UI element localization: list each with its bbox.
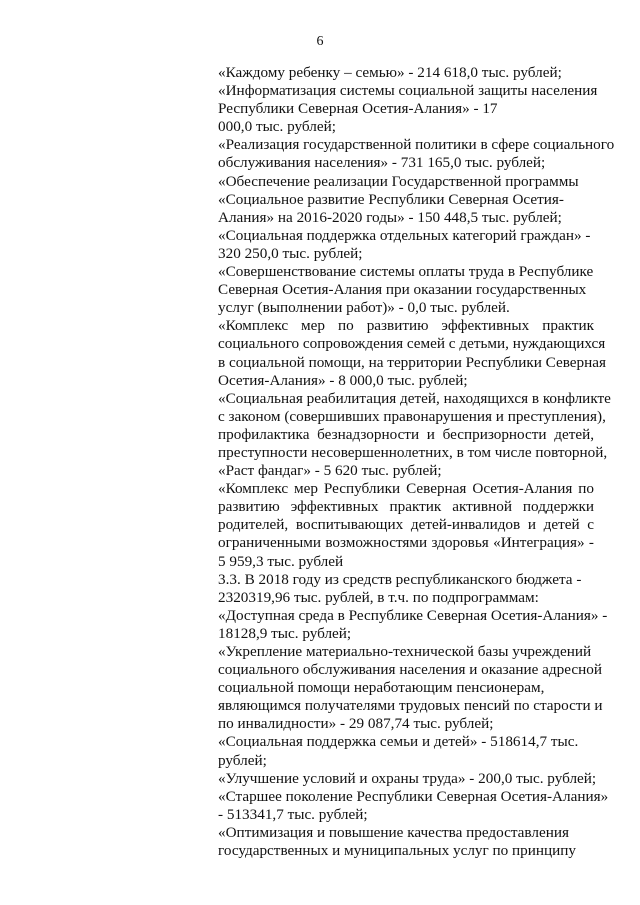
text-line: 2320319,96 тыс. рублей, в т.ч. по подпрограммам:: [218, 588, 539, 606]
text-line: обслуживания населения» - 731 165,0 тыс. рублей;: [218, 154, 546, 172]
text-line: по инвалидности» - 29 087,74 тыс. рублей;: [218, 715, 494, 733]
text-line: «Социальная реабилитация детей, находящихся в конфликте: [218, 389, 611, 407]
text-line: в социальной помощи, на территории Республики Северная: [218, 353, 606, 371]
text-line: «Раст фандаг» - 5 620 тыс. рублей;: [218, 462, 442, 480]
page-number: 6: [316, 34, 324, 49]
text-line: «Комплекс мер Республики Северная Осетия-Алания по: [218, 480, 594, 498]
text-line: - 513341,7 тыс. рублей;: [218, 805, 368, 823]
text-line: являющимся получателями трудовых пенсий по старости и: [218, 697, 603, 715]
text-line: «Социальная поддержка семьи и детей» - 518614,7 тыс.: [218, 733, 579, 751]
text-line: «Совершенствование системы оплаты труда в Республике: [218, 263, 594, 281]
text-line: с законом (совершивших правонарушения и преступления),: [218, 407, 606, 425]
text-line: 320 250,0 тыс. рублей;: [218, 244, 363, 262]
text-line: «Старшее поколение Республики Северная Осетия-Алания»: [218, 787, 609, 805]
text-line: рублей;: [218, 751, 267, 769]
text-line: «Оптимизация и повышение качества предоставления: [218, 823, 569, 841]
text-line: «Каждому ребенку – семью» - 214 618,0 тыс. рублей;: [218, 64, 562, 81]
text-line: услуг (выполнении работ)» - 0,0 тыс. рублей.: [218, 299, 510, 317]
text-line: развитию эффективных практик активной поддержки: [218, 498, 594, 516]
text-line: «Обеспечение реализации Государственной программы: [218, 172, 579, 190]
text-line: Осетия-Алания» - 8 000,0 тыс. рублей;: [218, 371, 468, 389]
text-line: «Комплекс мер по развитию эффективных практик: [218, 317, 594, 335]
text-line: «Социальное развитие Республики Северная Осетия-: [218, 190, 564, 208]
text-line: «Улучшение условий и охраны труда» - 200,0 тыс. рублей;: [218, 769, 597, 787]
text-line: «Информатизация системы социальной защиты населения: [218, 82, 598, 100]
text-line: «Реализация государственной политики в сфере социального: [218, 136, 615, 154]
text-line: 3.3. В 2018 году из средств республиканского бюджета -: [218, 570, 582, 588]
text-line: «Укрепление материально-технической базы учреждений: [218, 643, 592, 660]
text-line: 5 959,3 тыс. рублей: [218, 552, 344, 570]
text-line: родителей, воспитывающих детей-инвалидов и детей с: [218, 516, 594, 534]
text-line: социального обслуживания населения и оказание адресной: [218, 661, 602, 679]
text-line: «Доступная среда в Республике Северная Осетия-Алания» -: [218, 606, 608, 624]
text-line: профилактика безнадзорности и беспризорности детей,: [218, 425, 594, 443]
text-line: ограниченными возможностями здоровья «Интеграция» -: [218, 534, 594, 552]
text-line: «Социальная поддержка отдельных категорий граждан» -: [218, 226, 591, 244]
document-body: [218, 64, 615, 860]
text-line: социального сопровождения семей с детьми, нуждающихся: [218, 335, 606, 353]
text-line: Алания» на 2016-2020 годы» - 150 448,5 тыс. рублей;: [218, 208, 562, 226]
text-line: преступности несовершеннолетних, в том числе повторной,: [218, 443, 608, 461]
text-line: Северная Осетия-Алания при оказании государственных: [218, 281, 587, 299]
text-line: государственных и муниципальных услуг по принципу: [218, 842, 576, 860]
text-line: 000,0 тыс. рублей;: [218, 118, 336, 136]
text-line: Республики Северная Осетия-Алания» - 17: [218, 100, 498, 118]
text-line: 18128,9 тыс. рублей;: [218, 624, 352, 642]
text-line: социальной помощи неработающим пенсионерам,: [218, 679, 545, 697]
